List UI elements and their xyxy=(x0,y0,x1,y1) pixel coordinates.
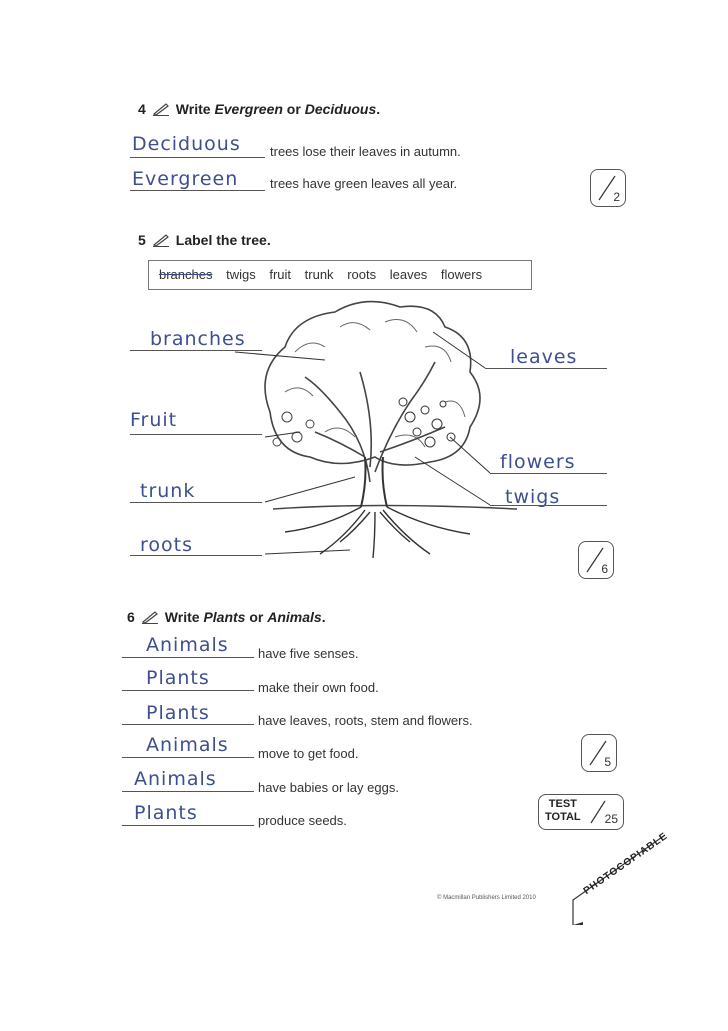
label-line xyxy=(130,350,262,351)
answer-6-2: Plants xyxy=(146,667,210,689)
instruction-text: Write xyxy=(175,101,215,117)
answer-line xyxy=(130,157,265,158)
instruction-text: Label the tree. xyxy=(175,232,271,248)
instruction-period: . xyxy=(376,101,381,117)
instruction-joiner: or xyxy=(245,609,268,625)
fruit xyxy=(306,420,314,428)
section-number: 6 xyxy=(127,609,135,625)
canopy xyxy=(265,302,480,465)
copyright-text: © Macmillan Publishers Limited 2010 xyxy=(437,895,536,901)
section-number: 5 xyxy=(138,232,146,248)
label-twigs: twigs xyxy=(505,486,561,508)
leader-leaves xyxy=(433,332,485,368)
label-line xyxy=(130,555,262,556)
answer-6-3: Plants xyxy=(146,702,210,724)
leader-branches xyxy=(235,352,325,360)
label-flowers: flowers xyxy=(500,451,576,473)
section-4-heading xyxy=(138,101,380,117)
answer-line xyxy=(122,657,254,658)
label-trunk: trunk xyxy=(140,480,196,502)
score-denominator: 6 xyxy=(601,562,608,576)
fruit xyxy=(292,432,302,442)
test-total-label xyxy=(545,798,581,824)
answer-line xyxy=(122,690,254,691)
score-box-4 xyxy=(590,169,626,207)
roots xyxy=(285,507,470,558)
test-total-denominator: 25 xyxy=(604,812,618,826)
leader-flowers xyxy=(450,437,490,473)
score-box-5 xyxy=(578,541,614,579)
word-bank-item: twigs xyxy=(226,267,256,282)
trunk xyxy=(361,457,387,507)
ground-line xyxy=(273,506,517,510)
fruit xyxy=(273,438,281,446)
label-roots: roots xyxy=(140,534,193,556)
instruction-period: . xyxy=(321,609,326,625)
statement-6-3: have leaves, roots, stem and flowers. xyxy=(258,713,473,728)
pencil-icon xyxy=(152,102,170,116)
pencil-icon xyxy=(152,233,170,247)
statement-4-2: trees have green leaves all year. xyxy=(270,176,458,191)
option-a: Evergreen xyxy=(214,101,283,117)
label-line xyxy=(490,505,607,506)
leader-twigs xyxy=(415,457,490,505)
label-line xyxy=(490,473,607,474)
section-5-heading xyxy=(138,232,271,248)
leader-roots xyxy=(265,550,350,554)
word-bank xyxy=(148,260,532,290)
answer-line xyxy=(122,724,254,725)
leader-fruit xyxy=(265,432,300,437)
answer-line xyxy=(122,825,254,826)
answer-6-5: Animals xyxy=(134,768,217,790)
score-box-6 xyxy=(581,734,617,772)
score-denominator: 2 xyxy=(613,190,620,204)
statement-6-6: produce seeds. xyxy=(258,813,347,828)
statement-6-5: have babies or lay eggs. xyxy=(258,780,399,795)
answer-6-4: Animals xyxy=(146,734,229,756)
word-bank-item: roots xyxy=(347,267,377,282)
test-total-line1: TEST xyxy=(548,798,577,810)
section-6-heading xyxy=(127,609,326,625)
label-leaves: leaves xyxy=(510,346,578,368)
statement-4-1: trees lose their leaves in autumn. xyxy=(270,144,461,159)
score-denominator: 5 xyxy=(604,755,611,769)
answer-6-1: Animals xyxy=(146,634,229,656)
test-total-box xyxy=(538,794,624,830)
answer-4-2: Evergreen xyxy=(132,168,239,190)
answer-6-6: Plants xyxy=(134,802,198,824)
answer-line xyxy=(122,757,254,758)
statement-6-4: move to get food. xyxy=(258,746,359,761)
label-line xyxy=(485,368,607,369)
word-bank-item: flowers xyxy=(440,267,483,282)
word-bank-item: trunk xyxy=(304,267,334,282)
option-b: Animals xyxy=(267,609,322,625)
answer-line xyxy=(122,791,254,792)
fruit xyxy=(282,412,292,422)
answer-4-1: Deciduous xyxy=(132,133,241,155)
section-number: 4 xyxy=(138,101,146,117)
label-line xyxy=(130,502,262,503)
leader-trunk xyxy=(265,477,355,502)
statement-6-2: make their own food. xyxy=(258,680,379,695)
photocopiable-badge: PHOTOCOPIABLE xyxy=(581,830,670,897)
label-branches: branches xyxy=(150,328,246,350)
statement-6-1: have five senses. xyxy=(258,646,359,661)
label-fruit: Fruit xyxy=(130,409,178,431)
option-b: Deciduous xyxy=(304,101,377,117)
test-total-line2: TOTAL xyxy=(545,811,581,823)
instruction-text: Write xyxy=(164,609,204,625)
word-bank-item: branches xyxy=(159,267,213,282)
word-bank-item: leaves xyxy=(389,267,428,282)
label-line xyxy=(130,434,262,435)
pencil-icon xyxy=(141,610,159,624)
answer-line xyxy=(130,190,265,191)
word-bank-item: fruit xyxy=(269,267,292,282)
option-a: Plants xyxy=(203,609,246,625)
instruction-joiner: or xyxy=(282,101,305,117)
